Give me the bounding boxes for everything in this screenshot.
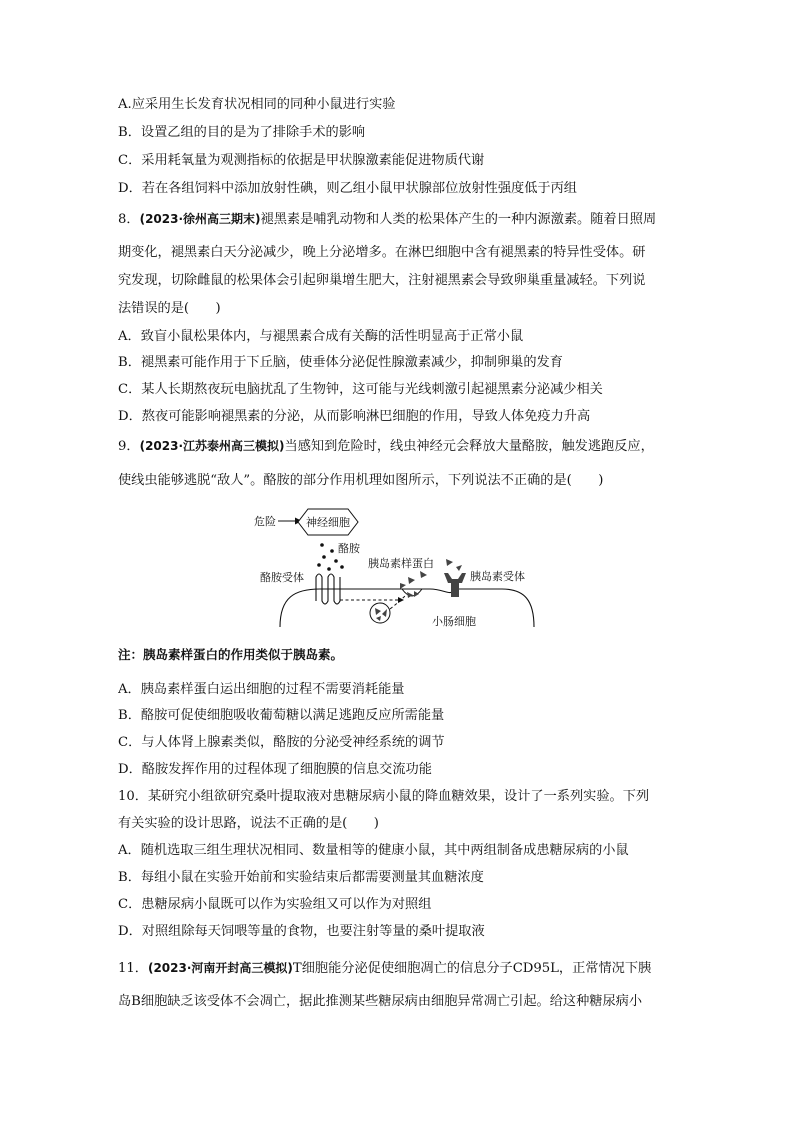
q11-number: 11． — [118, 961, 148, 976]
q10-stem-line-1: 10．某研究小组欲研究桑叶提取液对患糖尿病小鼠的降血糖效果，设计了一系列实验。下列 — [118, 789, 650, 804]
diagram-label-insulin-like-protein: 胰岛素样蛋白 — [368, 557, 434, 570]
q7-option-b: B．设置乙组的目的是为了排除手术的影响 — [118, 125, 366, 140]
q10-option-a: A．随机选取三组生理状况相同、数量相等的健康小鼠，其中两组制备成患糖尿病的小鼠 — [118, 843, 629, 858]
q9-option-a: A．胰岛素样蛋白运出细胞的过程不需要消耗能量 — [118, 682, 405, 697]
q8-source: (2023·徐州高三期末) — [139, 212, 261, 226]
tyramine-mechanism-diagram — [240, 505, 550, 630]
q8-stem-line-4: 法错误的是( ) — [118, 301, 221, 316]
diagram-label-intestinal-cell: 小肠细胞 — [432, 615, 476, 628]
q9-option-b: B．酪胺可促使细胞吸收葡萄糖以满足逃跑反应所需能量 — [118, 708, 445, 723]
diagram-label-tyramine-receptor: 酪胺受体 — [260, 571, 304, 584]
q8-stem-line-1 — [118, 210, 688, 229]
q8-number: 8． — [118, 212, 140, 227]
q7-option-d: D．若在各组饲料中添加放射性碘，则乙组小鼠甲状腺部位放射性强度低于丙组 — [118, 181, 577, 196]
q9-stem-text: 当感知到危险时，线虫神经元会释放大量酪胺，触发逃跑反应， — [284, 439, 654, 454]
diagram-label-danger: 危险 — [254, 515, 276, 528]
diagram-label-tyramine: 酪胺 — [338, 542, 360, 555]
q7-option-c: C．采用耗氧量为观测指标的依据是甲状腺激素能促进物质代谢 — [118, 153, 485, 168]
diagram-label-neuron: 神经细胞 — [306, 516, 350, 529]
q11-stem-line-2: 岛B细胞缺乏该受体不会凋亡，据此推测某些糖尿病由细胞异常凋亡引起。给这种糖尿病小 — [118, 994, 642, 1009]
q8-stem-line-2: 期变化，褪黑素白天分泌减少，晚上分泌增多。在淋巴细胞中含有褪黑素的特异性受体。研 — [118, 245, 646, 260]
q11-stem-text: T细胞能分泌促使细胞凋亡的信息分子CD95L，正常情况下胰 — [292, 961, 652, 976]
q10-option-b: B．每组小鼠在实验开始前和实验结束后都需要测量其血糖浓度 — [118, 870, 484, 885]
q9-stem-line-1 — [118, 437, 688, 456]
q8-option-b: B．褪黑素可能作用于下丘脑，使垂体分泌促性腺激素减少，抑制卵巢的发育 — [118, 355, 563, 370]
q8-option-c: C．某人长期熬夜玩电脑扰乱了生物钟，这可能与光线刺激引起褪黑素分泌减少相关 — [118, 382, 603, 397]
q10-option-c: C．患糖尿病小鼠既可以作为实验组又可以作为对照组 — [118, 897, 432, 912]
q7-option-a: A.应采用生长发育状况相同的同种小鼠进行实验 — [118, 97, 396, 112]
q9-diagram-note: 注：胰岛素样蛋白的作用类似于胰岛素。 — [118, 647, 344, 662]
q9-source: (2023·江苏泰州高三模拟) — [139, 439, 285, 453]
q9-number: 9． — [118, 439, 140, 454]
q9-stem-line-2: 使线虫能够逃脱“敌人”。酪胺的部分作用机理如图所示，下列说法不正确的是( ) — [118, 473, 604, 488]
q8-stem-line-3: 究发现，切除雌鼠的松果体会引起卵巢增生肥大，注射褪黑素会导致卵巢重量减轻。下列说 — [118, 273, 646, 288]
q9-option-c: C．与人体肾上腺素类似，酪胺的分泌受神经系统的调节 — [118, 735, 445, 750]
insulin-receptor — [444, 573, 466, 597]
q8-option-a: A．致盲小鼠松果体内，与褪黑素合成有关酶的活性明显高于正常小鼠 — [118, 329, 524, 344]
q9-option-d: D．酪胺发挥作用的过程体现了细胞膜的信息交流功能 — [118, 762, 432, 777]
q8-stem-text: 褪黑素是哺乳动物和人类的松果体产生的一种内源激素。随着日照周 — [260, 212, 657, 227]
q11-stem-line-1 — [118, 959, 688, 978]
q11-source: (2023·河南开封高三模拟) — [147, 961, 293, 975]
q10-option-d: D．对照组除每天饲喂等量的食物，也要注射等量的桑叶提取液 — [118, 924, 485, 939]
q8-option-d: D．熬夜可能影响褪黑素的分泌，从而影响淋巴细胞的作用，导致人体免疫力升高 — [118, 409, 591, 424]
diagram-label-insulin-receptor: 胰岛素受体 — [470, 570, 525, 583]
q10-stem-line-2: 有关实验的设计思路，说法不正确的是( ) — [118, 816, 379, 831]
